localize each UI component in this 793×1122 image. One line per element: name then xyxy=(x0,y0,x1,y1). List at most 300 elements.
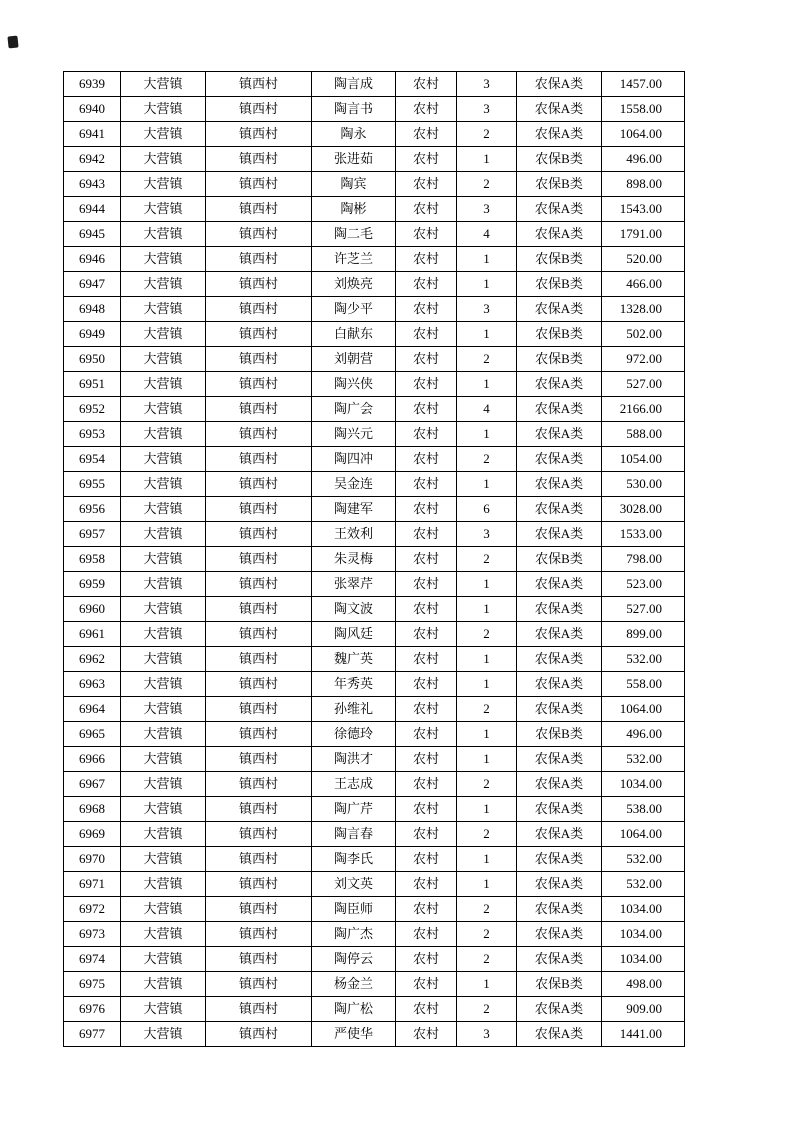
cell-category: 农保A类 xyxy=(517,672,602,697)
cell-town: 大营镇 xyxy=(121,547,206,572)
cell-name: 王志成 xyxy=(312,772,396,797)
cell-amount: 1064.00 xyxy=(602,822,685,847)
cell-category: 农保A类 xyxy=(517,647,602,672)
cell-village: 镇西村 xyxy=(206,372,312,397)
cell-persons: 3 xyxy=(457,197,517,222)
cell-amount: 498.00 xyxy=(602,972,685,997)
cell-name: 陶广松 xyxy=(312,997,396,1022)
cell-town: 大营镇 xyxy=(121,72,206,97)
table-row xyxy=(64,597,685,622)
cell-town: 大营镇 xyxy=(121,247,206,272)
cell-category: 农保A类 xyxy=(517,497,602,522)
cell-seq: 6957 xyxy=(64,522,121,547)
cell-town: 大营镇 xyxy=(121,697,206,722)
cell-seq: 6940 xyxy=(64,97,121,122)
cell-category: 农保B类 xyxy=(517,247,602,272)
cell-type: 农村 xyxy=(396,722,457,747)
cell-category: 农保A类 xyxy=(517,222,602,247)
cell-village: 镇西村 xyxy=(206,1022,312,1047)
cell-name: 刘焕亮 xyxy=(312,272,396,297)
cell-persons: 1 xyxy=(457,322,517,347)
cell-village: 镇西村 xyxy=(206,497,312,522)
cell-amount: 1558.00 xyxy=(602,97,685,122)
cell-category: 农保A类 xyxy=(517,997,602,1022)
cell-persons: 2 xyxy=(457,347,517,372)
cell-name: 朱灵梅 xyxy=(312,547,396,572)
cell-persons: 4 xyxy=(457,222,517,247)
cell-village: 镇西村 xyxy=(206,747,312,772)
cell-seq: 6960 xyxy=(64,597,121,622)
cell-seq: 6956 xyxy=(64,497,121,522)
cell-town: 大营镇 xyxy=(121,497,206,522)
cell-category: 农保A类 xyxy=(517,697,602,722)
cell-amount: 972.00 xyxy=(602,347,685,372)
cell-persons: 1 xyxy=(457,872,517,897)
cell-persons: 2 xyxy=(457,447,517,472)
cell-town: 大营镇 xyxy=(121,147,206,172)
cell-village: 镇西村 xyxy=(206,622,312,647)
cell-type: 农村 xyxy=(396,997,457,1022)
cell-amount: 1064.00 xyxy=(602,122,685,147)
cell-category: 农保A类 xyxy=(517,572,602,597)
cell-category: 农保A类 xyxy=(517,822,602,847)
cell-category: 农保A类 xyxy=(517,97,602,122)
cell-town: 大营镇 xyxy=(121,297,206,322)
cell-seq: 6947 xyxy=(64,272,121,297)
cell-amount: 1441.00 xyxy=(602,1022,685,1047)
cell-category: 农保A类 xyxy=(517,847,602,872)
cell-persons: 2 xyxy=(457,697,517,722)
cell-seq: 6951 xyxy=(64,372,121,397)
cell-seq: 6945 xyxy=(64,222,121,247)
cell-persons: 2 xyxy=(457,547,517,572)
cell-category: 农保A类 xyxy=(517,947,602,972)
cell-village: 镇西村 xyxy=(206,947,312,972)
cell-category: 农保A类 xyxy=(517,772,602,797)
cell-name: 陶广芹 xyxy=(312,797,396,822)
table-row xyxy=(64,172,685,197)
cell-category: 农保A类 xyxy=(517,922,602,947)
cell-seq: 6949 xyxy=(64,322,121,347)
cell-type: 农村 xyxy=(396,522,457,547)
cell-amount: 1034.00 xyxy=(602,922,685,947)
cell-amount: 1064.00 xyxy=(602,697,685,722)
cell-category: 农保A类 xyxy=(517,372,602,397)
cell-category: 农保B类 xyxy=(517,347,602,372)
cell-village: 镇西村 xyxy=(206,997,312,1022)
cell-village: 镇西村 xyxy=(206,397,312,422)
cell-type: 农村 xyxy=(396,172,457,197)
cell-name: 许芝兰 xyxy=(312,247,396,272)
cell-amount: 899.00 xyxy=(602,622,685,647)
cell-town: 大营镇 xyxy=(121,897,206,922)
cell-town: 大营镇 xyxy=(121,572,206,597)
table-row xyxy=(64,997,685,1022)
cell-name: 王效利 xyxy=(312,522,396,547)
table-row xyxy=(64,622,685,647)
cell-seq: 6970 xyxy=(64,847,121,872)
cell-village: 镇西村 xyxy=(206,272,312,297)
cell-village: 镇西村 xyxy=(206,197,312,222)
cell-name: 严使华 xyxy=(312,1022,396,1047)
cell-seq: 6950 xyxy=(64,347,121,372)
cell-amount: 1034.00 xyxy=(602,947,685,972)
cell-village: 镇西村 xyxy=(206,472,312,497)
table-row xyxy=(64,947,685,972)
cell-amount: 496.00 xyxy=(602,147,685,172)
cell-amount: 1034.00 xyxy=(602,772,685,797)
table-row xyxy=(64,447,685,472)
cell-seq: 6942 xyxy=(64,147,121,172)
cell-seq: 6975 xyxy=(64,972,121,997)
cell-category: 农保A类 xyxy=(517,797,602,822)
cell-persons: 1 xyxy=(457,972,517,997)
cell-town: 大营镇 xyxy=(121,397,206,422)
table-row xyxy=(64,722,685,747)
cell-persons: 1 xyxy=(457,847,517,872)
cell-village: 镇西村 xyxy=(206,922,312,947)
cell-amount: 538.00 xyxy=(602,797,685,822)
cell-village: 镇西村 xyxy=(206,822,312,847)
cell-town: 大营镇 xyxy=(121,847,206,872)
cell-town: 大营镇 xyxy=(121,597,206,622)
cell-persons: 2 xyxy=(457,922,517,947)
table-row xyxy=(64,322,685,347)
cell-seq: 6954 xyxy=(64,447,121,472)
cell-name: 白献东 xyxy=(312,322,396,347)
cell-town: 大营镇 xyxy=(121,722,206,747)
cell-amount: 530.00 xyxy=(602,472,685,497)
cell-village: 镇西村 xyxy=(206,597,312,622)
cell-town: 大营镇 xyxy=(121,522,206,547)
table-row xyxy=(64,147,685,172)
cell-persons: 3 xyxy=(457,72,517,97)
table-row xyxy=(64,872,685,897)
cell-persons: 3 xyxy=(457,297,517,322)
cell-persons: 1 xyxy=(457,472,517,497)
cell-category: 农保A类 xyxy=(517,422,602,447)
cell-type: 农村 xyxy=(396,922,457,947)
table-row xyxy=(64,797,685,822)
cell-name: 杨金兰 xyxy=(312,972,396,997)
cell-name: 陶洪才 xyxy=(312,747,396,772)
cell-type: 农村 xyxy=(396,872,457,897)
cell-village: 镇西村 xyxy=(206,772,312,797)
cell-village: 镇西村 xyxy=(206,847,312,872)
cell-amount: 2166.00 xyxy=(602,397,685,422)
cell-village: 镇西村 xyxy=(206,547,312,572)
cell-persons: 2 xyxy=(457,122,517,147)
cell-name: 陶文波 xyxy=(312,597,396,622)
table-row xyxy=(64,772,685,797)
cell-name: 刘文英 xyxy=(312,872,396,897)
cell-seq: 6946 xyxy=(64,247,121,272)
table-row xyxy=(64,522,685,547)
cell-seq: 6948 xyxy=(64,297,121,322)
cell-name: 陶言书 xyxy=(312,97,396,122)
cell-amount: 1457.00 xyxy=(602,72,685,97)
cell-category: 农保A类 xyxy=(517,447,602,472)
cell-seq: 6944 xyxy=(64,197,121,222)
cell-persons: 2 xyxy=(457,897,517,922)
cell-category: 农保A类 xyxy=(517,522,602,547)
cell-name: 陶李氏 xyxy=(312,847,396,872)
cell-persons: 1 xyxy=(457,747,517,772)
cell-persons: 2 xyxy=(457,997,517,1022)
cell-category: 农保A类 xyxy=(517,622,602,647)
cell-persons: 1 xyxy=(457,597,517,622)
cell-amount: 898.00 xyxy=(602,172,685,197)
cell-amount: 909.00 xyxy=(602,997,685,1022)
cell-type: 农村 xyxy=(396,547,457,572)
cell-seq: 6964 xyxy=(64,697,121,722)
stray-mark xyxy=(7,36,18,49)
cell-amount: 532.00 xyxy=(602,872,685,897)
cell-type: 农村 xyxy=(396,297,457,322)
cell-type: 农村 xyxy=(396,622,457,647)
cell-category: 农保B类 xyxy=(517,972,602,997)
cell-type: 农村 xyxy=(396,772,457,797)
cell-type: 农村 xyxy=(396,247,457,272)
cell-town: 大营镇 xyxy=(121,797,206,822)
cell-town: 大营镇 xyxy=(121,322,206,347)
cell-type: 农村 xyxy=(396,347,457,372)
cell-type: 农村 xyxy=(396,972,457,997)
cell-amount: 1034.00 xyxy=(602,897,685,922)
cell-seq: 6969 xyxy=(64,822,121,847)
table-row xyxy=(64,222,685,247)
cell-amount: 1533.00 xyxy=(602,522,685,547)
cell-name: 陶兴侠 xyxy=(312,372,396,397)
cell-persons: 1 xyxy=(457,147,517,172)
cell-type: 农村 xyxy=(396,122,457,147)
cell-type: 农村 xyxy=(396,72,457,97)
cell-category: 农保B类 xyxy=(517,547,602,572)
cell-seq: 6959 xyxy=(64,572,121,597)
cell-town: 大营镇 xyxy=(121,222,206,247)
cell-town: 大营镇 xyxy=(121,172,206,197)
cell-name: 陶风廷 xyxy=(312,622,396,647)
table-row xyxy=(64,747,685,772)
cell-amount: 1543.00 xyxy=(602,197,685,222)
cell-seq: 6965 xyxy=(64,722,121,747)
table-row xyxy=(64,422,685,447)
cell-persons: 2 xyxy=(457,822,517,847)
cell-persons: 2 xyxy=(457,622,517,647)
cell-name: 徐德玲 xyxy=(312,722,396,747)
cell-name: 陶少平 xyxy=(312,297,396,322)
cell-category: 农保A类 xyxy=(517,397,602,422)
table-row xyxy=(64,397,685,422)
cell-town: 大营镇 xyxy=(121,947,206,972)
cell-type: 农村 xyxy=(396,847,457,872)
cell-name: 魏广英 xyxy=(312,647,396,672)
cell-seq: 6955 xyxy=(64,472,121,497)
cell-village: 镇西村 xyxy=(206,447,312,472)
cell-village: 镇西村 xyxy=(206,72,312,97)
cell-amount: 532.00 xyxy=(602,847,685,872)
cell-type: 农村 xyxy=(396,447,457,472)
cell-seq: 6966 xyxy=(64,747,121,772)
cell-type: 农村 xyxy=(396,797,457,822)
cell-name: 陶言春 xyxy=(312,822,396,847)
cell-type: 农村 xyxy=(396,947,457,972)
cell-amount: 502.00 xyxy=(602,322,685,347)
cell-persons: 1 xyxy=(457,647,517,672)
cell-village: 镇西村 xyxy=(206,122,312,147)
cell-category: 农保B类 xyxy=(517,272,602,297)
cell-type: 农村 xyxy=(396,1022,457,1047)
table-row xyxy=(64,497,685,522)
cell-seq: 6953 xyxy=(64,422,121,447)
cell-name: 张进茹 xyxy=(312,147,396,172)
cell-village: 镇西村 xyxy=(206,797,312,822)
cell-town: 大营镇 xyxy=(121,197,206,222)
cell-type: 农村 xyxy=(396,497,457,522)
cell-type: 农村 xyxy=(396,222,457,247)
cell-town: 大营镇 xyxy=(121,772,206,797)
cell-village: 镇西村 xyxy=(206,222,312,247)
cell-persons: 3 xyxy=(457,1022,517,1047)
cell-category: 农保B类 xyxy=(517,322,602,347)
insurance-payment-table xyxy=(63,71,685,1047)
cell-name: 吴金连 xyxy=(312,472,396,497)
cell-persons: 1 xyxy=(457,722,517,747)
cell-seq: 6939 xyxy=(64,72,121,97)
cell-town: 大营镇 xyxy=(121,97,206,122)
cell-seq: 6962 xyxy=(64,647,121,672)
table-row xyxy=(64,972,685,997)
cell-town: 大营镇 xyxy=(121,347,206,372)
table-row xyxy=(64,297,685,322)
cell-amount: 532.00 xyxy=(602,647,685,672)
cell-amount: 1328.00 xyxy=(602,297,685,322)
table-row xyxy=(64,697,685,722)
cell-village: 镇西村 xyxy=(206,697,312,722)
cell-town: 大营镇 xyxy=(121,272,206,297)
cell-seq: 6976 xyxy=(64,997,121,1022)
table-row xyxy=(64,547,685,572)
cell-amount: 466.00 xyxy=(602,272,685,297)
cell-town: 大营镇 xyxy=(121,972,206,997)
cell-persons: 2 xyxy=(457,947,517,972)
cell-name: 刘朝营 xyxy=(312,347,396,372)
table-row xyxy=(64,1022,685,1047)
cell-category: 农保A类 xyxy=(517,897,602,922)
cell-name: 陶宾 xyxy=(312,172,396,197)
cell-village: 镇西村 xyxy=(206,722,312,747)
table-row xyxy=(64,922,685,947)
cell-persons: 1 xyxy=(457,247,517,272)
cell-amount: 523.00 xyxy=(602,572,685,597)
cell-persons: 1 xyxy=(457,572,517,597)
cell-amount: 527.00 xyxy=(602,597,685,622)
cell-amount: 1054.00 xyxy=(602,447,685,472)
cell-name: 陶广会 xyxy=(312,397,396,422)
cell-name: 陶臣师 xyxy=(312,897,396,922)
cell-seq: 6963 xyxy=(64,672,121,697)
cell-seq: 6974 xyxy=(64,947,121,972)
cell-name: 张翠芹 xyxy=(312,572,396,597)
cell-seq: 6977 xyxy=(64,1022,121,1047)
cell-amount: 798.00 xyxy=(602,547,685,572)
cell-type: 农村 xyxy=(396,897,457,922)
cell-town: 大营镇 xyxy=(121,422,206,447)
cell-village: 镇西村 xyxy=(206,897,312,922)
cell-name: 孙维礼 xyxy=(312,697,396,722)
table-row xyxy=(64,347,685,372)
cell-town: 大营镇 xyxy=(121,872,206,897)
cell-category: 农保A类 xyxy=(517,297,602,322)
cell-type: 农村 xyxy=(396,422,457,447)
cell-persons: 4 xyxy=(457,397,517,422)
cell-town: 大营镇 xyxy=(121,647,206,672)
cell-type: 农村 xyxy=(396,97,457,122)
cell-town: 大营镇 xyxy=(121,672,206,697)
cell-town: 大营镇 xyxy=(121,472,206,497)
cell-type: 农村 xyxy=(396,822,457,847)
table-row xyxy=(64,372,685,397)
table-row xyxy=(64,897,685,922)
cell-category: 农保A类 xyxy=(517,872,602,897)
cell-seq: 6968 xyxy=(64,797,121,822)
cell-type: 农村 xyxy=(396,472,457,497)
cell-amount: 532.00 xyxy=(602,747,685,772)
cell-category: 农保B类 xyxy=(517,172,602,197)
cell-category: 农保A类 xyxy=(517,197,602,222)
cell-seq: 6971 xyxy=(64,872,121,897)
cell-name: 陶停云 xyxy=(312,947,396,972)
table-body xyxy=(64,72,685,1047)
table-row xyxy=(64,272,685,297)
cell-name: 陶言成 xyxy=(312,72,396,97)
cell-category: 农保B类 xyxy=(517,722,602,747)
cell-town: 大营镇 xyxy=(121,822,206,847)
cell-village: 镇西村 xyxy=(206,297,312,322)
cell-type: 农村 xyxy=(396,697,457,722)
cell-town: 大营镇 xyxy=(121,447,206,472)
cell-seq: 6958 xyxy=(64,547,121,572)
cell-name: 陶四冲 xyxy=(312,447,396,472)
cell-name: 陶二毛 xyxy=(312,222,396,247)
table-row xyxy=(64,97,685,122)
cell-type: 农村 xyxy=(396,572,457,597)
cell-village: 镇西村 xyxy=(206,522,312,547)
table-row xyxy=(64,122,685,147)
cell-persons: 1 xyxy=(457,672,517,697)
cell-type: 农村 xyxy=(396,647,457,672)
table-row xyxy=(64,822,685,847)
cell-seq: 6967 xyxy=(64,772,121,797)
cell-type: 农村 xyxy=(396,272,457,297)
cell-type: 农村 xyxy=(396,597,457,622)
cell-type: 农村 xyxy=(396,397,457,422)
cell-type: 农村 xyxy=(396,672,457,697)
cell-type: 农村 xyxy=(396,147,457,172)
cell-village: 镇西村 xyxy=(206,422,312,447)
cell-amount: 527.00 xyxy=(602,372,685,397)
cell-type: 农村 xyxy=(396,372,457,397)
cell-category: 农保A类 xyxy=(517,597,602,622)
cell-name: 年秀英 xyxy=(312,672,396,697)
cell-persons: 1 xyxy=(457,372,517,397)
cell-category: 农保A类 xyxy=(517,72,602,97)
table-row xyxy=(64,847,685,872)
cell-village: 镇西村 xyxy=(206,872,312,897)
cell-name: 陶建军 xyxy=(312,497,396,522)
table-row xyxy=(64,247,685,272)
cell-village: 镇西村 xyxy=(206,97,312,122)
